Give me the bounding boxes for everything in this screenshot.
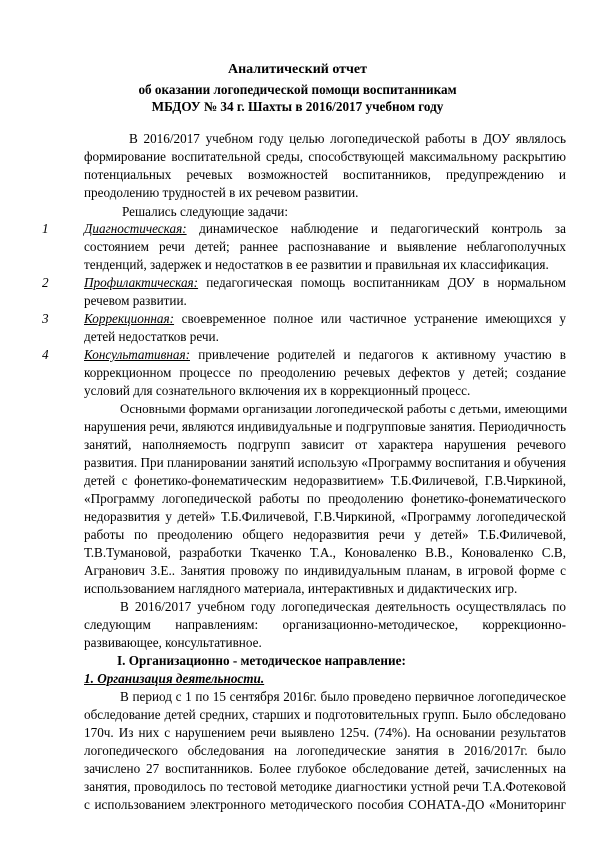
report-subtitle: об оказании логопедической помощи воспитанникам — [138, 82, 457, 97]
task-text: своевременное полное или частичное устранение имеющихся у — [181, 311, 567, 326]
task-number: 4 — [42, 347, 49, 362]
survey-line: В период с 1 по 15 сентября 2016г. было проведено первичное логопедическое — [120, 689, 566, 704]
task-text: динамическое наблюдение и педагогический контроль за — [199, 221, 566, 236]
task-line: условий для сознательного включения их в коррекционный процесс. — [84, 383, 471, 398]
task-number: 1 — [42, 221, 49, 236]
directions-line: развивающее, консультативное. — [84, 635, 262, 650]
task-label: Коррекционная: — [84, 311, 175, 326]
task-text: привлечение родителей и педагогов к активному участию в — [198, 347, 566, 362]
directions-line: следующим направлениям: организационно-методическое, коррекционно- — [84, 617, 566, 632]
task-number: 3 — [42, 311, 49, 326]
forms-line: работы по преодолению общего недоразвития речи у детей» Т.Б.Филичевой, — [84, 527, 566, 542]
forms-line: недоразвития у детей» Т.Б.Филичевой, Г.В.Чиркиной, «Программу логопедической — [84, 509, 566, 524]
survey-line: занятия, проводилось по тестовой методике диагностики устной речи Т.А.Фотековой — [84, 779, 566, 794]
forms-line: занятий, наполняемость подгрупп зависит от характера нарушения речевого — [84, 437, 566, 452]
intro-line: В 2016/2017 учебном году целью логопедической работы в ДОУ являлось — [129, 131, 566, 146]
survey-line: с использованием электронного методического пособия СОНАТА-ДО «Мониторинг — [84, 797, 566, 812]
task-text: педагогическая помощь воспитанникам ДОУ в нормальном — [206, 275, 566, 290]
task-first-line — [84, 274, 566, 291]
task-label: Консультативная: — [84, 347, 191, 362]
forms-line: использованием наглядного материала, интерактивных и дидактических игр. — [84, 581, 518, 596]
forms-line: Т.В.Тумановой, разработки Ткаченко Т.А., Коноваленко В.В., Коноваленко С.В, — [84, 545, 566, 560]
survey-line: логопедического обследования на логопедические занятия в 2016/2017г. было — [84, 743, 566, 758]
forms-line: развития. При планировании занятий использую «Программу воспитания и обучения — [84, 455, 566, 470]
task-line: детей недостатков речи. — [84, 329, 219, 344]
report-title: Аналитический отчет — [227, 62, 368, 77]
task-first-line — [84, 220, 566, 237]
forms-line: Основными формами организации логопедической работы с детьми, имеющими — [120, 401, 568, 416]
directions-line: В 2016/2017 учебном году логопедическая деятельность осуществлялась по — [120, 599, 566, 614]
task-first-line — [84, 346, 566, 363]
survey-line: обследование детей средних, старших и подготовительных групп. Было обследовано — [84, 707, 566, 722]
forms-line: «Программу логопедической работы по преодолению фонетико-фонематического — [84, 491, 566, 506]
task-label: Профилактическая: — [84, 275, 199, 290]
forms-line: детей с фонетико-фонематическим недоразвитием» Т.Б.Филичевой, Г.В.Чиркиной, — [84, 473, 566, 488]
report-institution: МБДОУ № 34 г. Шахты в 2016/2017 учебном году — [151, 99, 444, 114]
section-heading: I. Организационно - методическое направление: — [117, 653, 406, 668]
task-label: Диагностическая: — [84, 221, 187, 236]
task-line: речевом развитии. — [84, 293, 187, 308]
task-first-line — [84, 310, 566, 327]
intro-line: преодолению трудностей в их речевом развитии. — [84, 185, 359, 200]
subsection-heading: 1. Организация деятельности. — [84, 671, 265, 686]
tasks-heading: Решались следующие задачи: — [122, 204, 289, 219]
intro-line: потенциальных речевых возможностей воспитанников, предупреждению и — [84, 167, 566, 182]
intro-line: формирование воспитательной среды, способствующей максимальному раскрытию — [84, 149, 566, 164]
task-line: тенденций, задержек и недостатков в ее развитии и правильная их классификация. — [84, 257, 549, 272]
task-line: состоянием речи детей; раннее распознавание и выявление неблагополучных — [84, 239, 566, 254]
forms-line: Агранович З.Е.. Занятия провожу по индивидуальным планам, в игровой форме с — [84, 563, 566, 578]
survey-line: 170ч. Из них с нарушением речи выявлено 125ч. (74%). На основании результатов — [84, 725, 566, 740]
task-number: 2 — [42, 275, 49, 290]
task-line: коррекционном процессе по преодолению речевых дефектов у детей; создание — [84, 365, 566, 380]
forms-line: нарушения речи, являются индивидуальные и подгрупповые занятия. Периодичность — [84, 419, 566, 434]
survey-line: зачислено 27 воспитанников. Более глубокое обследование детей, зачисленных на — [84, 761, 566, 776]
